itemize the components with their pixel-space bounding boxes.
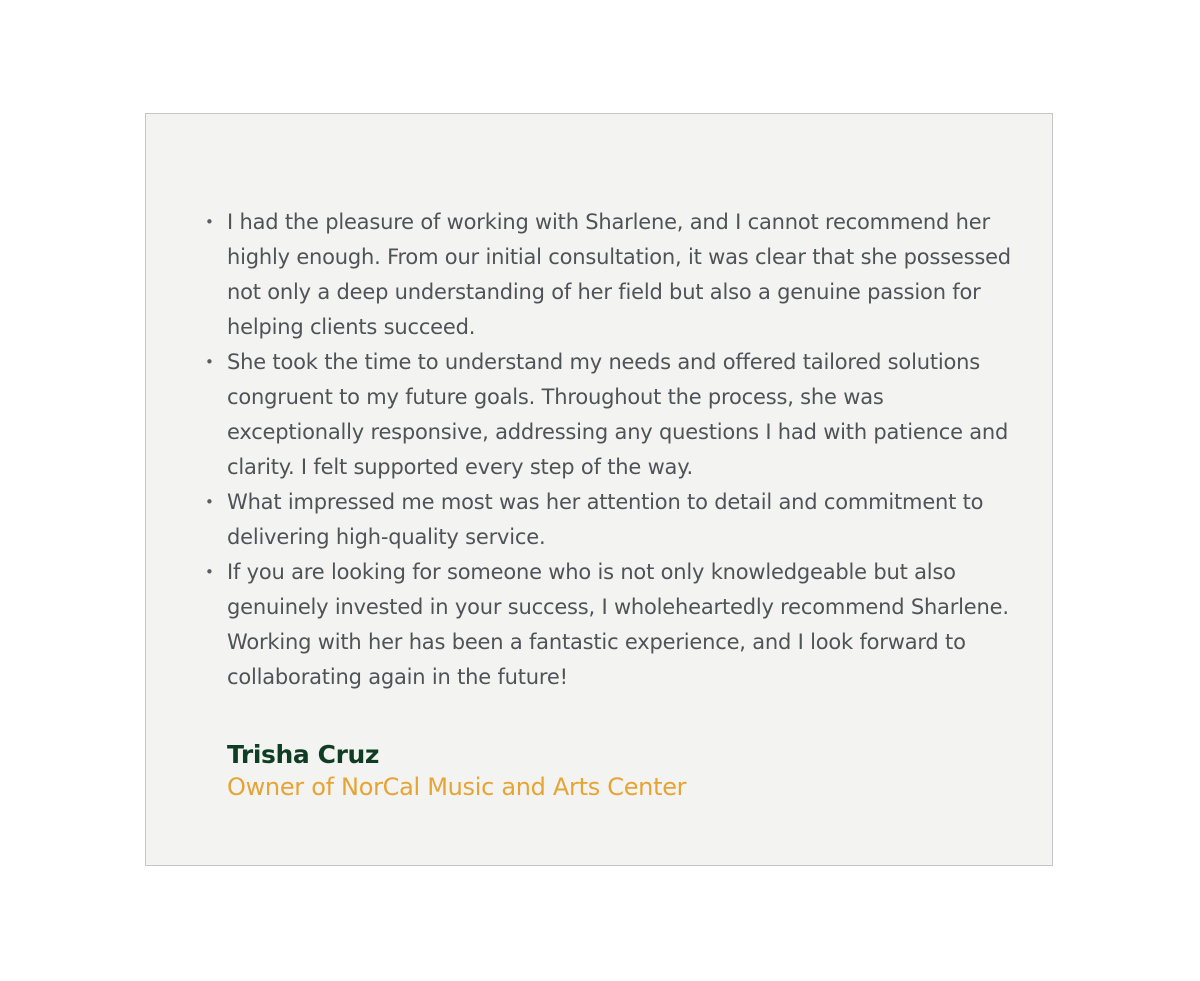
author-role: Owner of NorCal Music and Arts Center [227,773,687,801]
testimonial-bullet: • I had the pleasure of working with Sharlene, and I cannot recommend her highly enough. From our initial consultation, it was clear that she possessed not only a deep understanding of her field but also a genuine passion for helping clients succeed. [227,205,1027,345]
testimonial-author [227,739,686,803]
testimonial-bullet: • If you are looking for someone who is not only knowledgeable but also genuinely invested in your success, I wholeheartedly recommend Sharlene. Working with her has been a fantastic experience, and I look forward to collaborating again in the future! [227,555,1027,695]
testimonial-bullet-list [227,205,1027,695]
testimonial-card [145,113,1053,866]
testimonial-bullet: • What impressed me most was her attention to detail and commitment to delivering high-quality service. [227,485,1027,555]
testimonial-bullet: • She took the time to understand my needs and offered tailored solutions congruent to my future goals. Throughout the process, she was exceptionally responsive, addressing any questions I had with patience and clarity. I felt supported every step of the way. [227,345,1027,485]
author-name: Trisha Cruz [227,740,380,769]
